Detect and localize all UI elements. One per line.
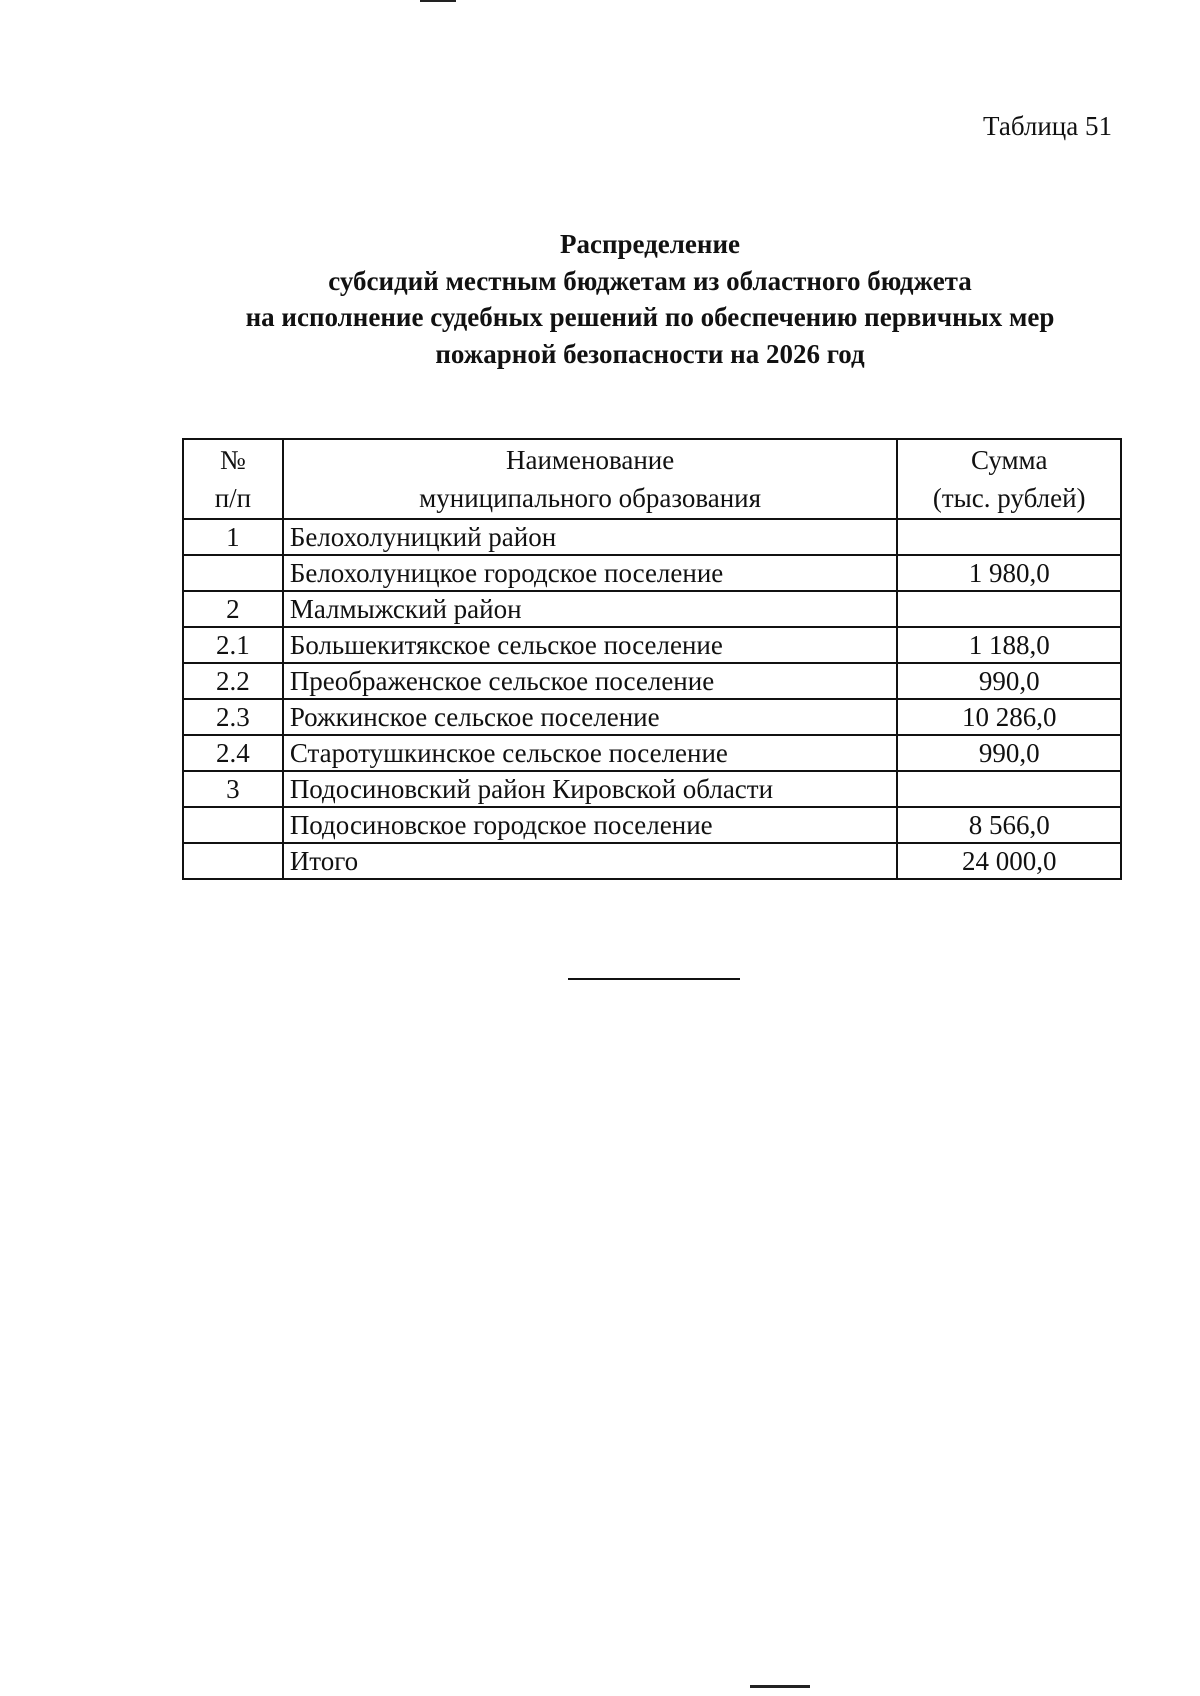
header-sum (897, 439, 1121, 519)
header-name (283, 439, 898, 519)
row-number: 2.3 (183, 699, 283, 735)
row-sum: 990,0 (897, 735, 1121, 771)
total-sum: 24 000,0 (897, 843, 1121, 879)
row-name: Рожкинское сельское поселение (283, 699, 898, 735)
header-num (183, 439, 283, 519)
row-name: Подосиновский район Кировской области (283, 771, 898, 807)
table-row (183, 771, 1121, 807)
header-name-line-1: Наименование (506, 445, 675, 475)
table-row (183, 735, 1121, 771)
subsidy-table (182, 438, 1122, 880)
title-line-4: пожарной безопасности на 2026 год (435, 338, 865, 369)
row-sum: 1 188,0 (897, 627, 1121, 663)
row-name: Преображенское сельское поселение (283, 663, 898, 699)
row-sum (897, 591, 1121, 627)
row-name: Белохолуницкое городское поселение (283, 555, 898, 591)
row-sum: 1 980,0 (897, 555, 1121, 591)
row-sum: 990,0 (897, 663, 1121, 699)
table-row (183, 699, 1121, 735)
row-number: 2.4 (183, 735, 283, 771)
table-row (183, 807, 1121, 843)
row-sum: 10 286,0 (897, 699, 1121, 735)
page-bottom-mark (750, 1685, 810, 1688)
row-name: Малмыжский район (283, 591, 898, 627)
header-num-line-1: № (220, 445, 246, 475)
table-number: Таблица 51 (983, 111, 1112, 141)
row-sum (897, 519, 1121, 555)
table-row (183, 519, 1121, 555)
header-num-line-2: п/п (214, 483, 252, 513)
row-number (183, 807, 283, 843)
table-row (183, 591, 1121, 627)
title-line-3: на исполнение судебных решений по обеспечению первичных мер (245, 302, 1055, 332)
total-label: Итого (283, 843, 898, 879)
row-name: Старотушкинское сельское поселение (283, 735, 898, 771)
table-row (183, 627, 1121, 663)
row-sum: 8 566,0 (897, 807, 1121, 843)
row-number (183, 555, 283, 591)
row-number: 3 (183, 771, 283, 807)
table-row (183, 663, 1121, 699)
row-number: 1 (183, 519, 283, 555)
row-sum (897, 771, 1121, 807)
end-separator-line (568, 978, 740, 980)
table-row (183, 555, 1121, 591)
row-number: 2.1 (183, 627, 283, 663)
title-line-2: субсидий местным бюджетам из областного бюджета (328, 265, 972, 296)
header-name-line-2: муниципального образования (419, 483, 762, 513)
row-number (183, 843, 283, 879)
table-total-row (183, 843, 1121, 879)
row-name: Подосиновское городское поселение (283, 807, 898, 843)
row-name: Белохолуницкий район (283, 519, 898, 555)
header-sum-line-2: (тыс. рублей) (932, 483, 1086, 513)
page-top-mark (420, 0, 456, 2)
header-sum-line-1: Сумма (970, 445, 1048, 475)
document-title (150, 226, 1150, 372)
row-number: 2.2 (183, 663, 283, 699)
table-header-row (183, 439, 1121, 519)
title-line-1: Распределение (559, 229, 741, 259)
row-number: 2 (183, 591, 283, 627)
row-name: Большекитякское сельское поселение (283, 627, 898, 663)
